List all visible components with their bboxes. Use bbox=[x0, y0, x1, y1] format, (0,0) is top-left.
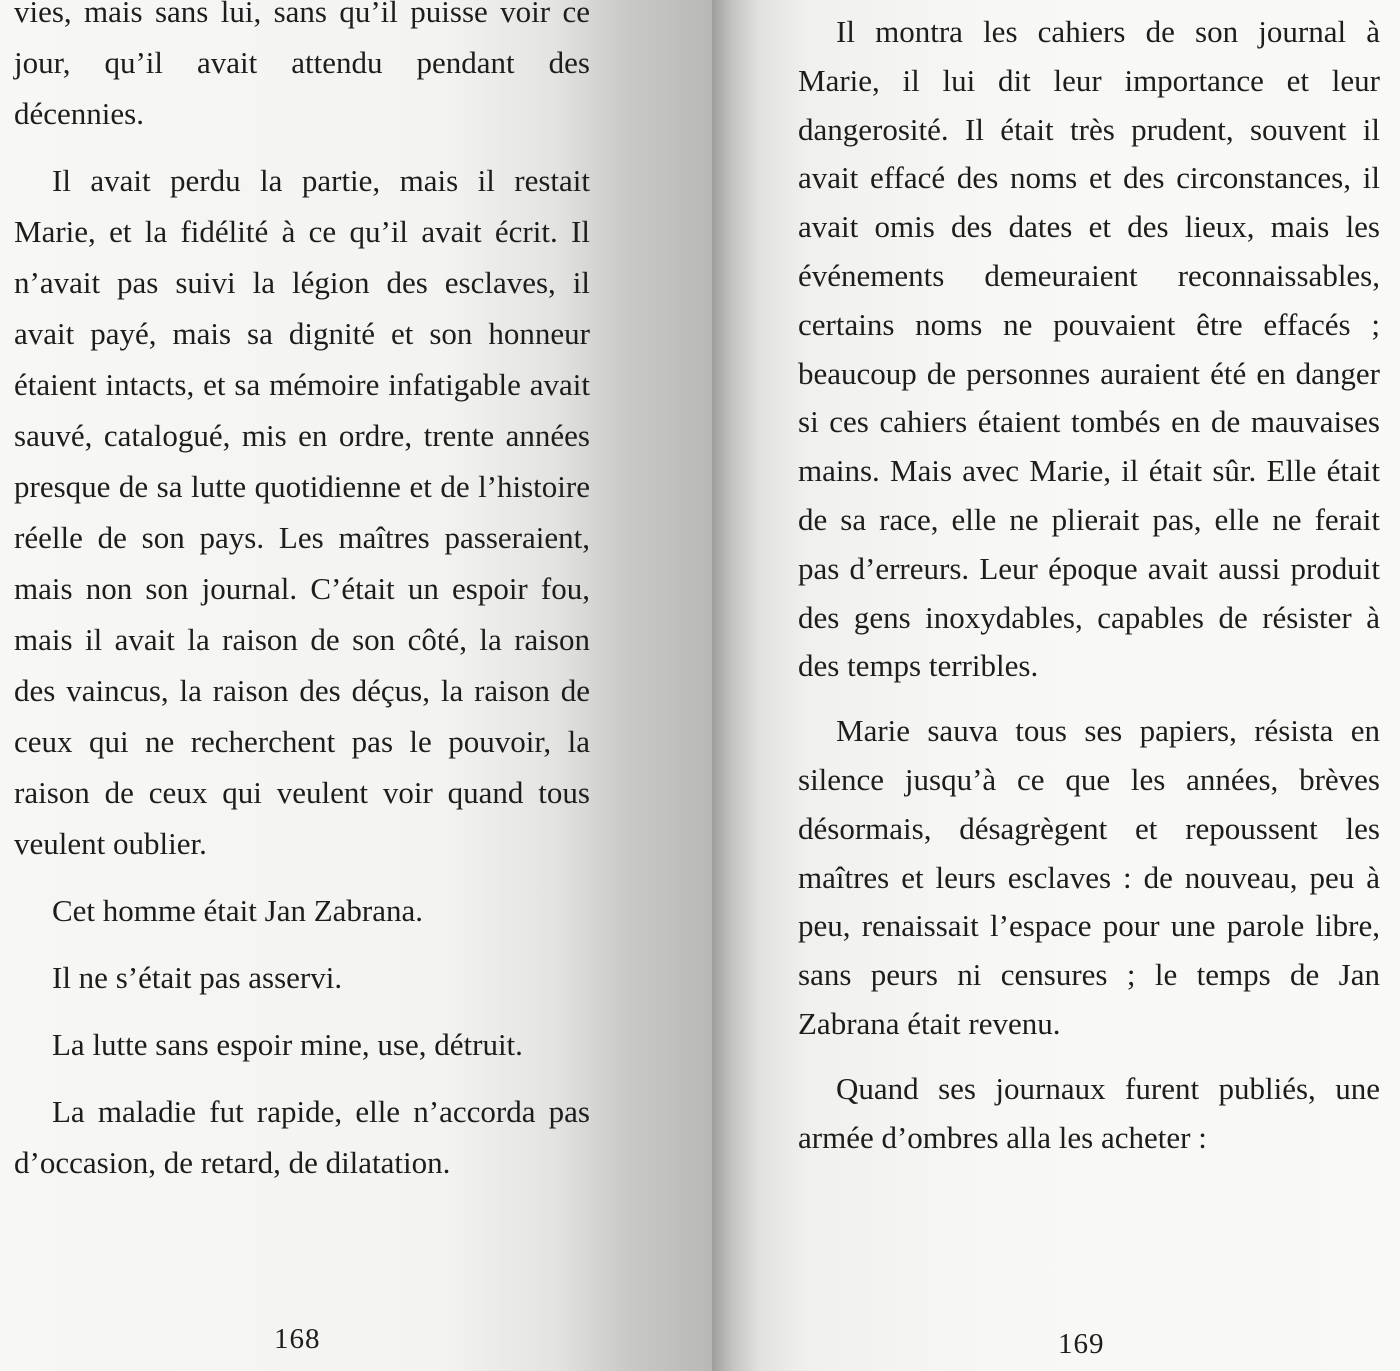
paragraph: Marie sauva tous ses papiers, résista en silence jusqu’à ce que les années, brèves désormais, désagrègent et repoussent les maîtres et leurs esclaves : de nouveau, peu à peu, renaissait l’espace pour une parole libre, sans peurs ni censures ; le temps de Jan Zabrana était revenu. bbox=[798, 713, 1380, 1041]
page-number-left: 168 bbox=[274, 1323, 321, 1355]
paragraph: La lutte sans espoir mine, use, détruit. bbox=[52, 1027, 523, 1062]
right-text-column bbox=[798, 8, 1380, 1178]
paragraph: Quand ses journaux furent publiés, une armée d’ombres alla les acheter : bbox=[798, 1070, 1380, 1155]
paragraph: Cet homme était Jan Zabrana. bbox=[52, 893, 424, 928]
paragraph: La maladie fut rapide, elle n’accorda pas d’occasion, de retard, de dilatation. bbox=[14, 1094, 590, 1180]
paragraph: Il avait perdu la partie, mais il restait Marie, et la fidélité à ce qu’il avait écrit. Il n’avait pas suivi la légion des esclaves, il avait payé, mais sa dignité et son honneur étaient intacts, et sa mémoire infatigable avait sauvé, catalogué, mis en ordre, trente années presque de sa lutte quotidienne et de l’histoire réelle de son pays. Les maîtres passeraient, mais non son journal. C’était un espoir fou, mais il avait la raison de son côté, la raison des vaincus, la raison des déçus, la raison de ceux qui ne recherchent pas le pouvoir, la raison de ceux qui veulent voir quand tous veulent oublier. bbox=[14, 163, 590, 861]
left-text-column bbox=[14, 0, 590, 1204]
page-number-right: 169 bbox=[1058, 1328, 1105, 1360]
paragraph: vies, mais sans lui, sans qu’il puisse voir ce jour, qu’il avait attendu pendant des décennies. bbox=[14, 0, 590, 131]
right-page bbox=[712, 0, 1400, 1371]
paragraph: Il montra les cahiers de son journal à Marie, il lui dit leur importance et leur dangerosité. Il était très prudent, souvent il avait effacé des noms et des circonstances, il avait omis des dates et des lieux, mais les événements demeuraient reconnaissables, certains noms ne pouvaient être effacés ; beaucoup de personnes auraient été en danger si ces cahiers étaient tombés en de mauvaises mains. Mais avec Marie, il était sûr. Elle était de sa race, elle ne plierait pas, elle ne ferait pas d’erreurs. Leur époque avait aussi produit des gens inoxydables, capables de résister à des temps terribles. bbox=[798, 14, 1380, 684]
paragraph: Il ne s’était pas asservi. bbox=[52, 960, 343, 995]
